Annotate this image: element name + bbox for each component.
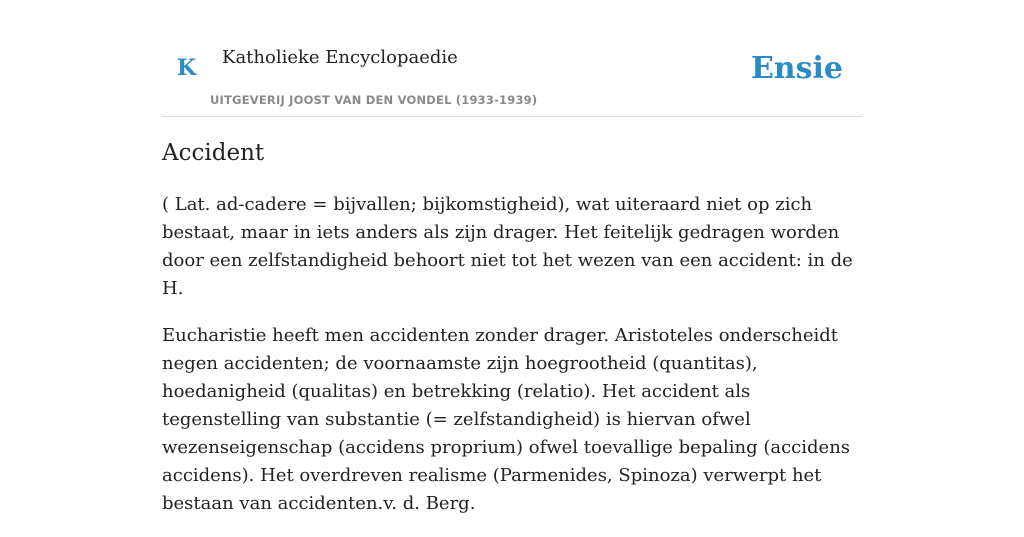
publisher-subtitle: UITGEVERIJ JOOST VAN DEN VONDEL (1933-1939) [210, 93, 538, 107]
article-paragraph: ( Lat. ad-cadere = bijvallen; bijkomstigheid), wat uiteraard niet op zich bestaat, maar in iets anders als zijn drager. Het feitelijk gedragen worden door een zelfstandigheid behoort niet tot het wezen van een accident: in de H. [162, 194, 853, 299]
article-title: Accident [162, 140, 265, 166]
encyclopedia-logo-icon[interactable]: K [177, 55, 197, 81]
encyclopedia-title-link[interactable]: Katholieke Encyclopaedie [222, 47, 458, 68]
article-paragraph: Eucharistie heeft men accidenten zonder drager. Aristoteles onderscheidt negen accidenten; de voornaamste zijn hoegrootheid (quantitas), hoedanigheid (qualitas) en betrekking (relatio). Het accident als tegenstelling van substantie (= zelfstandigheid) is hiervan ofwel wezenseigenschap (accidens proprium) ofwel toevallige bepaling (accidens accidens). Het overdreven realisme (Parmenides, Spinoza) verwerpt het bestaan van accidenten.v. d. Berg. [162, 325, 851, 514]
site-header [162, 40, 862, 117]
article-body [162, 191, 867, 537]
ensie-brand-link[interactable]: Ensie [750, 51, 843, 86]
